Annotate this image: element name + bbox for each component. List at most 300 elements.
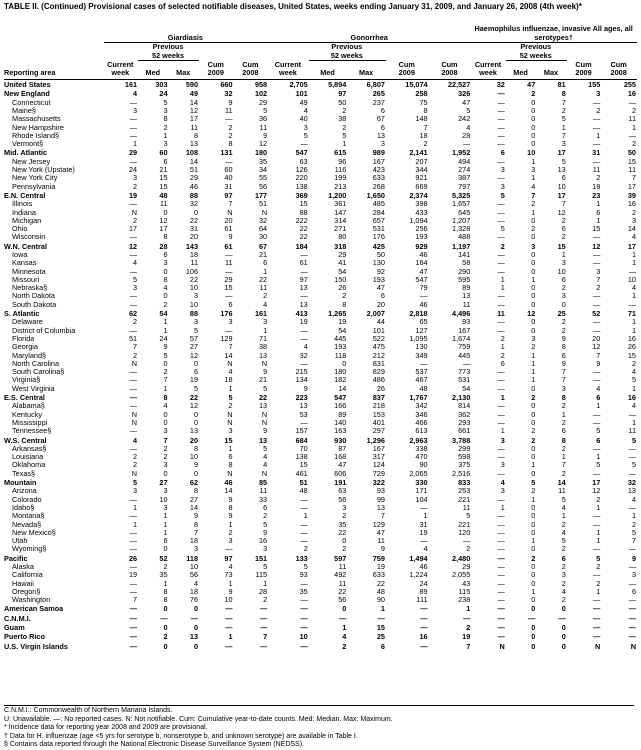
reporting-area-cell: New England [4, 89, 50, 99]
value-cell: 7 [163, 376, 168, 385]
value-cell: 3 [561, 259, 566, 268]
value-cell: 930 [334, 435, 347, 445]
value-cell: 17 [159, 225, 168, 234]
value-cell: 797 [458, 182, 471, 191]
value-cell: 32 [496, 80, 505, 90]
value-cell: 9 [163, 343, 168, 352]
value-cell: 3 [228, 537, 233, 546]
value-cell: — [592, 259, 601, 268]
value-cell: 11 [159, 200, 168, 209]
reporting-area-cell: Oregon§ [12, 587, 41, 596]
value-cell: — [462, 613, 471, 623]
header-med: Med [309, 61, 348, 80]
value-cell: 531 [458, 376, 471, 385]
value-cell: 48 [299, 487, 308, 496]
value-cell: 0 [342, 604, 347, 614]
value-cell: 1 [500, 275, 505, 284]
value-cell: 773 [458, 368, 471, 377]
header-current-week: Current week [268, 61, 309, 80]
value-cell: 0 [531, 384, 536, 393]
value-cell: 1 [380, 604, 385, 614]
value-cell: 4 [631, 495, 636, 504]
value-cell: 2 [342, 292, 347, 301]
value-cell: 62 [189, 478, 199, 488]
value-cell: 127 [415, 326, 428, 335]
value-cell: 0 [163, 267, 168, 276]
value-cell: — [129, 427, 138, 436]
value-cell: — [129, 587, 138, 596]
value-cell: — [592, 123, 601, 132]
value-cell: — [300, 418, 308, 427]
reporting-area-cell: Mountain [4, 478, 37, 488]
value-cell: 2,818 [409, 309, 428, 319]
value-cell: — [129, 528, 138, 537]
value-cell: 6 [561, 174, 566, 183]
value-cell: 193 [415, 233, 428, 242]
value-cell: 0 [163, 623, 168, 633]
value-cell: 17 [128, 225, 138, 234]
value-cell: 4 [561, 528, 566, 537]
state-row [4, 292, 637, 300]
value-cell: — [129, 131, 138, 140]
value-cell: 5 [303, 562, 308, 571]
reporting-area-cell: West Virginia [12, 384, 55, 393]
value-cell: N [131, 208, 138, 217]
value-cell: 64 [259, 225, 268, 234]
value-cell: 13 [627, 487, 636, 496]
value-cell: 1 [531, 157, 536, 166]
value-cell: 38 [338, 115, 347, 124]
value-cell: 15 [224, 284, 233, 293]
value-cell: 5 [561, 157, 566, 166]
value-cell: 2 [561, 216, 566, 225]
value-cell: 10 [299, 632, 308, 642]
value-cell: 133 [295, 553, 308, 563]
value-cell: 4,496 [452, 309, 471, 319]
value-cell: 256 [415, 225, 428, 234]
value-cell: 0 [531, 259, 536, 268]
state-row [4, 343, 637, 351]
value-cell: — [420, 503, 428, 512]
reporting-area-cell: District of Columbia [12, 326, 76, 335]
value-cell: 87 [338, 444, 347, 453]
value-cell: — [527, 613, 536, 623]
state-row [4, 251, 637, 259]
value-cell: 2 [342, 106, 347, 115]
value-cell: 0 [531, 545, 536, 554]
value-cell: — [628, 562, 636, 571]
header-cum-2009: Cum 2009 [386, 61, 429, 80]
value-cell: N [595, 641, 601, 651]
value-cell: 34 [259, 166, 268, 175]
value-cell: — [592, 140, 601, 149]
value-cell: — [300, 359, 308, 368]
value-cell: 19 [376, 562, 385, 571]
value-cell: 43 [462, 579, 471, 588]
value-cell: — [592, 469, 601, 478]
value-cell: 2 [561, 520, 566, 529]
value-cell: 5 [531, 478, 536, 488]
value-cell: 0 [531, 503, 536, 512]
value-cell: 271 [334, 225, 347, 234]
value-cell: 8 [163, 233, 168, 242]
value-cell: 0 [561, 300, 566, 309]
value-cell: 1 [263, 326, 268, 335]
value-cell: 3 [531, 241, 536, 251]
value-cell: 32 [259, 216, 268, 225]
value-cell: 7 [263, 632, 268, 642]
value-cell: 2 [163, 632, 168, 642]
value-cell: 61 [224, 241, 233, 251]
value-cell: 1 [133, 503, 138, 512]
value-cell: 9 [303, 384, 308, 393]
footnote-line: * Incidence data for reporting year 2008 and 2009 are provisional. [4, 724, 208, 732]
value-cell: 10 [189, 300, 199, 309]
value-cell: 15 [557, 241, 566, 251]
region-row [4, 89, 637, 98]
state-row [4, 352, 637, 360]
value-cell: — [628, 632, 636, 642]
value-cell: 22 [299, 233, 308, 242]
value-cell: 494 [458, 157, 471, 166]
value-cell: 8 [193, 444, 199, 453]
value-cell: 75 [419, 98, 428, 107]
value-cell: 5 [596, 427, 601, 436]
value-cell: 19 [299, 318, 308, 327]
value-cell: 31 [419, 520, 428, 529]
value-cell: — [497, 131, 505, 140]
value-cell: 18 [189, 251, 199, 259]
reporting-area-cell: E.N. Central [4, 190, 46, 200]
value-cell: 2 [228, 528, 233, 537]
header-med: Med [506, 61, 536, 80]
value-cell: 4 [631, 402, 636, 411]
value-cell: 11 [592, 166, 601, 175]
value-cell: 7 [561, 131, 566, 140]
header-reporting-area: Reporting area [4, 61, 104, 80]
value-cell: 5,325 [452, 190, 471, 200]
value-cell: 0 [531, 300, 536, 309]
state-row [4, 301, 637, 309]
value-cell: 2 [228, 131, 233, 140]
value-cell: 1 [531, 174, 536, 183]
value-cell: 1 [631, 123, 636, 132]
value-cell: 1 [500, 503, 505, 512]
value-cell: — [129, 384, 138, 393]
value-cell: 61 [299, 259, 308, 268]
value-cell: 6 [596, 208, 601, 217]
value-cell: 3 [596, 89, 601, 99]
value-cell: 2 [133, 318, 138, 327]
value-cell: 15 [627, 351, 636, 360]
value-cell: 2,480 [452, 553, 471, 563]
value-cell: 54 [159, 309, 168, 319]
value-cell: — [497, 553, 505, 563]
value-cell: 3 [163, 106, 168, 115]
value-cell: — [300, 528, 308, 537]
value-cell: 4 [500, 478, 505, 488]
value-cell: 35 [299, 587, 308, 596]
value-cell: 8 [561, 89, 566, 99]
value-cell: — [592, 520, 601, 529]
value-cell: 52 [592, 309, 601, 319]
value-cell: 1 [561, 453, 566, 462]
value-cell: 522 [372, 334, 385, 343]
value-cell: 47 [527, 80, 536, 90]
value-cell: 18 [224, 376, 233, 385]
value-cell: 3 [133, 106, 138, 115]
value-cell: 191 [334, 478, 347, 488]
value-cell: 0 [531, 251, 536, 259]
value-cell: — [225, 157, 233, 166]
value-cell: 3 [163, 140, 168, 149]
value-cell: 9 [380, 545, 385, 554]
value-cell: 2 [561, 562, 566, 571]
value-cell: 3 [163, 461, 168, 470]
value-cell: 9 [561, 334, 566, 343]
value-cell: 6 [228, 453, 233, 462]
value-cell: — [129, 402, 138, 411]
value-cell: 2 [500, 241, 505, 251]
value-cell: 467 [415, 376, 428, 385]
value-cell: 130 [372, 259, 385, 268]
value-cell: 5 [596, 461, 601, 470]
value-cell: 1 [163, 384, 168, 393]
value-cell: 3,788 [452, 435, 471, 445]
reporting-area-cell: Washington [12, 596, 51, 605]
value-cell: 2 [531, 343, 536, 352]
value-cell: 6 [228, 300, 233, 309]
value-cell: 3 [263, 318, 268, 327]
value-cell: — [497, 453, 505, 462]
value-cell: 56 [189, 571, 199, 580]
value-cell: 93 [299, 571, 308, 580]
value-cell: 2 [596, 284, 601, 293]
value-cell: 56 [259, 182, 268, 191]
value-cell: 22,527 [447, 80, 471, 90]
value-cell: — [497, 418, 505, 427]
value-cell: 606 [334, 469, 347, 478]
value-cell: 14 [224, 351, 233, 360]
value-cell: 54 [338, 326, 347, 335]
value-cell: 1 [561, 251, 566, 259]
value-cell: — [497, 402, 505, 411]
value-cell: 22 [259, 275, 268, 284]
state-row [4, 140, 637, 148]
value-cell: 2,516 [452, 469, 471, 478]
value-cell: 11 [259, 284, 268, 293]
value-cell: 47 [419, 267, 428, 276]
value-cell: 89 [338, 410, 347, 419]
value-cell: 615 [334, 148, 347, 158]
value-cell: — [592, 233, 601, 242]
value-cell: 1 [631, 418, 636, 427]
state-row [4, 470, 637, 478]
value-cell: 29 [338, 251, 347, 259]
value-cell: 759 [372, 553, 385, 563]
value-cell: — [628, 503, 636, 512]
value-cell: 0 [531, 123, 536, 132]
value-cell: 1 [531, 351, 536, 360]
value-cell: 2 [228, 123, 233, 132]
value-cell: 46 [419, 300, 428, 309]
region-row [4, 242, 637, 251]
value-cell: — [497, 444, 505, 453]
value-cell: 0 [193, 641, 199, 651]
value-cell: 3 [561, 140, 566, 149]
value-cell: — [300, 579, 308, 588]
value-cell: 6 [561, 351, 566, 360]
value-cell: 6 [561, 553, 566, 563]
value-cell: 0 [163, 641, 168, 651]
value-cell: N [630, 641, 636, 651]
value-cell: — [420, 623, 428, 633]
value-cell: 56 [338, 495, 347, 504]
value-cell: 661 [458, 427, 471, 436]
state-row [4, 461, 637, 469]
value-cell: 2 [561, 444, 566, 453]
value-cell: — [300, 596, 308, 605]
reporting-area-cell: Alaska [12, 562, 34, 571]
value-cell: — [497, 123, 505, 132]
value-cell: 0 [193, 469, 199, 478]
value-cell: 3 [500, 166, 505, 175]
value-cell: 14 [557, 478, 566, 488]
state-row [4, 571, 637, 579]
state-row [4, 563, 637, 571]
region-row [4, 478, 637, 487]
value-cell: — [592, 410, 601, 419]
value-cell: — [129, 368, 138, 377]
value-cell: — [300, 326, 308, 335]
value-cell: — [592, 596, 601, 605]
value-cell: 19 [419, 528, 428, 537]
value-cell: — [592, 613, 601, 623]
value-cell: 26 [128, 553, 138, 563]
value-cell: — [129, 115, 138, 124]
header-cum-2009: Cum 2009 [567, 61, 602, 80]
reporting-area-cell: Vermont§ [12, 140, 44, 149]
value-cell: 8 [228, 140, 233, 149]
value-cell: 7 [561, 376, 566, 385]
value-cell: 2,007 [366, 309, 385, 319]
value-cell: 0 [531, 410, 536, 419]
footnotes [4, 705, 634, 750]
value-cell: 65 [419, 318, 428, 327]
value-cell: 330 [415, 478, 428, 488]
value-cell: 1 [500, 427, 505, 436]
value-cell: 53 [299, 410, 308, 419]
value-cell: 0 [531, 571, 536, 580]
value-cell: 71 [627, 309, 636, 319]
value-cell: 547 [295, 148, 308, 158]
reporting-area-cell: Arkansas§ [12, 444, 47, 453]
value-cell: 155 [588, 80, 601, 90]
value-cell: 2 [342, 512, 347, 521]
value-cell: 5 [263, 520, 268, 529]
value-cell: 0 [561, 641, 566, 651]
value-cell: 93 [462, 318, 471, 327]
value-cell: 0 [163, 545, 168, 554]
value-cell: 1,265 [328, 309, 347, 319]
value-cell: 3 [500, 182, 505, 191]
value-cell: — [129, 579, 138, 588]
value-cell: 213 [334, 182, 347, 191]
value-cell: 221 [458, 520, 471, 529]
value-cell: 488 [458, 233, 471, 242]
value-cell: — [628, 545, 636, 554]
value-cell: N [227, 469, 233, 478]
header-max: Max [169, 61, 199, 80]
value-cell: — [497, 376, 505, 385]
reporting-area-cell: Indiana [12, 208, 36, 217]
value-cell: 2 [133, 182, 138, 191]
value-cell: 73 [224, 571, 233, 580]
value-cell: — [592, 444, 601, 453]
header-cum-2008: Cum 2008 [429, 61, 472, 80]
value-cell: 9 [596, 359, 601, 368]
value-cell: 1 [163, 326, 168, 335]
value-cell: 3 [193, 292, 199, 301]
value-cell: 5 [631, 376, 636, 385]
value-cell: 0 [531, 604, 536, 614]
value-cell: 116 [334, 166, 347, 175]
value-cell: 433 [415, 208, 428, 217]
value-cell: 2 [561, 284, 566, 293]
value-cell: 4 [163, 284, 168, 293]
value-cell: 4 [342, 632, 347, 642]
value-cell: — [497, 368, 505, 377]
value-cell: 466 [415, 418, 428, 427]
value-cell: N [131, 359, 138, 368]
value-cell: 0 [531, 596, 536, 605]
value-cell: — [462, 359, 471, 368]
reporting-area-cell: Maryland§ [12, 351, 47, 360]
value-cell: 115 [255, 571, 268, 580]
state-row [4, 132, 637, 140]
value-cell: — [420, 292, 428, 301]
value-cell: — [225, 115, 233, 124]
value-cell: 1 [596, 453, 601, 462]
state-row [4, 225, 637, 233]
region-row [4, 191, 637, 200]
value-cell: 5 [500, 225, 505, 234]
value-cell: 13 [557, 166, 566, 175]
state-row [4, 268, 637, 276]
value-cell: 70 [299, 444, 308, 453]
value-cell: 3 [163, 427, 168, 436]
value-cell: — [129, 251, 138, 259]
value-cell: 108 [185, 148, 199, 158]
value-cell: 52 [159, 553, 168, 563]
value-cell: 1 [631, 318, 636, 327]
value-cell: 199 [334, 174, 347, 183]
value-cell: 15 [224, 435, 233, 445]
value-cell: 63 [338, 487, 347, 496]
value-cell: 0 [531, 641, 536, 651]
value-cell: 85 [259, 478, 268, 488]
value-cell: 207 [415, 157, 428, 166]
value-cell: 1 [596, 587, 601, 596]
value-cell: 2 [531, 393, 536, 403]
header-current-week: Current week [471, 61, 506, 80]
reporting-area-cell: Wyoming§ [12, 545, 47, 554]
reporting-area-cell: Iowa [12, 251, 28, 259]
value-cell: N [261, 410, 268, 419]
value-cell: 215 [295, 368, 308, 377]
value-cell: 47 [338, 461, 347, 470]
value-cell: 0 [193, 623, 199, 633]
